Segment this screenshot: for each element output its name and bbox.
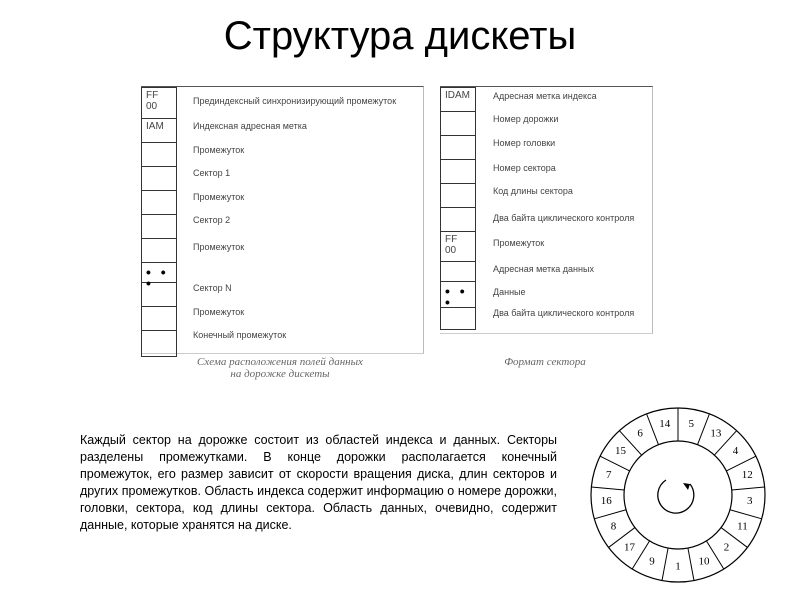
track-cell [141, 239, 177, 263]
sector-number: 1 [675, 560, 681, 573]
track-cell: • • • [141, 263, 177, 283]
track-label: Индексная адресная метка [193, 121, 307, 131]
sector-number: 12 [741, 468, 753, 481]
sector-label: Номер головки [493, 138, 556, 148]
sector-divider [730, 510, 762, 519]
disk-sector-dividers [591, 408, 764, 581]
sector-format-table [440, 86, 653, 334]
sector-label: Данные [493, 287, 526, 297]
sector-label: Номер дорожки [493, 114, 559, 124]
sector-number: 13 [710, 427, 722, 440]
sector-label: Адресная метка индекса [493, 91, 597, 101]
sector-number: 3 [746, 495, 753, 508]
sector-number: 7 [605, 468, 612, 481]
sector-cell [440, 308, 476, 330]
track-cell [141, 191, 177, 215]
sector-cell: FF 00 [440, 232, 476, 262]
sector-label: Промежуток [493, 238, 545, 248]
sector-divider [600, 456, 630, 471]
track-cell [141, 167, 177, 191]
sector-number: 6 [637, 427, 643, 440]
disk-inner-ring [624, 441, 732, 549]
sector-cell [440, 112, 476, 136]
sector-cell [440, 136, 476, 160]
sector-cell [440, 262, 476, 282]
track-caption-line1: Схема расположения полей данных [197, 356, 363, 368]
sector-divider [698, 414, 710, 445]
sector-divider [591, 487, 624, 490]
sector-number: 8 [610, 520, 617, 533]
track-label: Сектор 1 [193, 168, 231, 178]
track-caption-line2: на дорожке дискеты [230, 368, 330, 380]
sector-caption: Формат сектора [504, 356, 586, 368]
sector-number: 15 [615, 445, 627, 458]
sector-cell [440, 160, 476, 184]
sector-number: 17 [623, 541, 635, 554]
sector-cell: • • • [440, 282, 476, 308]
sector-cell [440, 208, 476, 232]
page-title: Структура дискеты [223, 14, 577, 58]
sector-number: 5 [688, 417, 694, 430]
sector-cell [440, 184, 476, 208]
sector-divider [688, 548, 694, 580]
sector-number: 2 [723, 541, 730, 554]
track-label: Промежуток [193, 145, 245, 155]
track-label: Промежуток [193, 307, 245, 317]
sector-number: 4 [732, 445, 739, 458]
track-label: Сектор 2 [193, 215, 231, 225]
sector-number: 16 [600, 495, 612, 508]
track-cell [141, 143, 177, 167]
track-caption [180, 356, 380, 380]
track-cell [141, 283, 177, 307]
sector-divider [647, 414, 659, 445]
sector-cell: IDAM [440, 87, 476, 112]
track-cell: FF 00 [141, 87, 177, 119]
sector-label: Код длины сектора [493, 186, 573, 196]
track-layout-table [141, 86, 424, 354]
sector-label: Адресная метка данных [493, 264, 594, 274]
sector-number: 9 [649, 555, 655, 568]
track-cell [141, 307, 177, 331]
track-label: Конечный промежуток [193, 330, 287, 340]
sector-number: 10 [698, 555, 710, 568]
sector-number: 11 [737, 520, 748, 533]
sector-divider [662, 548, 668, 580]
track-label: Прединдексный синхронизирующий промежуток [193, 96, 397, 106]
sector-divider [594, 510, 626, 519]
track-cell: IAM [141, 119, 177, 143]
track-label: Сектор N [193, 283, 232, 293]
track-label: Промежуток [193, 192, 245, 202]
sector-divider [732, 487, 765, 490]
sector-number: 14 [659, 417, 671, 430]
rotation-arrow-icon [658, 480, 694, 513]
description-paragraph: Каждый сектор на дорожке состоит из областей индекса и данных. Секторы разделены промежутками. В конце дорожки располагается конечный промежуток, его размер зависит от скорости вращения диска, длин секторов и других промежутков. Область индекса содержит информацию о номере дорожки, головки, сектора, код длины сектора. Область данных, очевидно, содержит данные, которые хранятся на диске. [80, 433, 557, 532]
track-label: Промежуток [193, 242, 245, 252]
sector-label: Два байта циклического контроля [493, 213, 635, 223]
track-cell [141, 215, 177, 239]
sector-label: Два байта циклического контроля [493, 308, 635, 318]
disk-sector-wheel [583, 400, 773, 590]
sector-label: Номер сектора [493, 163, 556, 173]
track-cell [141, 331, 177, 357]
